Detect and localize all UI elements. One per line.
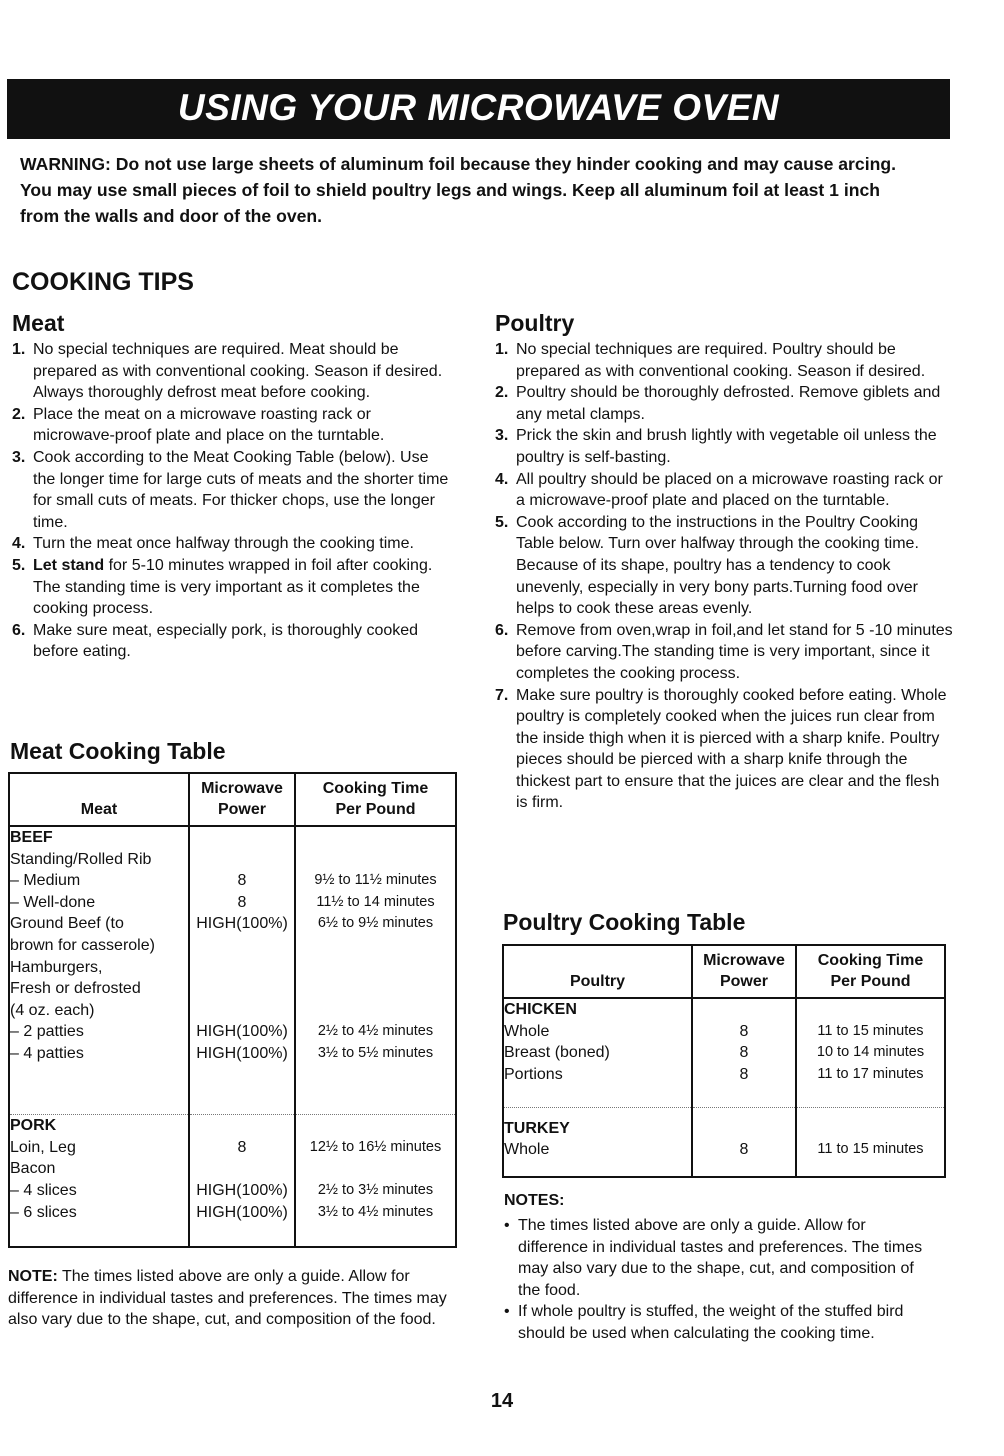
cell-time: 11½ to 14 minutes [316,893,435,910]
cell-item: – Well-done [10,893,96,911]
page-number: 14 [490,1390,514,1412]
cell-item: Bacon [10,1160,56,1178]
cell-time [296,1000,455,1022]
meat-tip-2 [12,404,452,447]
poultry-heading: Poultry [495,310,575,336]
note-item-text: If whole poultry is stuffed, the weight of the stuffed bird should be used when calculating the cooking time. [518,1303,904,1342]
cell-power: 8 [739,1065,749,1083]
tip-number: 3. [495,427,509,445]
poultry-tip-2 [495,382,955,425]
table-header-row [503,945,945,998]
tip-text [33,406,384,445]
cell-time [296,849,455,871]
poultry-tip-1 [495,339,955,382]
cell-power: HIGH(100%) [196,1044,288,1062]
poultry-cooking-table [502,944,946,1178]
tip-text [33,341,442,401]
bullet-icon: • [504,1303,510,1321]
note-item-text: The times listed above are only a guide. Allow for difference in individual tastes and preferences. The times may also vary due to the shape, cut, and composition of the food. [518,1217,923,1299]
cell-time: 3½ to 5½ minutes [317,1044,434,1061]
cell-item: – 4 patties [10,1044,84,1062]
tip-text [516,384,940,423]
cell-power [190,935,294,957]
cell-power [190,1158,294,1180]
tip-text [516,341,925,380]
cell-time: 6½ to 9½ minutes [317,915,434,932]
meat-tip-5 [12,555,452,620]
tip-text [33,622,418,661]
poultry-tip-7 [495,685,955,815]
cell-power: 8 [739,1044,749,1062]
bullet-icon: • [504,1217,510,1234]
meat-tip-3 [12,447,452,533]
cell-time: 10 to 14 minutes [816,1044,925,1061]
tip-text [33,449,448,531]
tip-number: 1. [495,341,509,358]
turkey-group [503,1107,945,1177]
cell-item: – Medium [10,872,81,890]
tip-text [33,535,414,552]
tip-number: 2. [495,384,509,402]
poultry-tip-5 [495,512,955,620]
table-header-row [9,773,456,826]
note-item [504,1215,929,1301]
tip-text [516,427,937,466]
meat-table-title: Meat Cooking Table [10,738,226,764]
meat-tip-4 [12,533,452,555]
cell-item: Whole [504,1022,550,1040]
cell-time: 3½ to 4½ minutes [317,1203,434,1220]
tip-text [516,514,919,617]
cell-power [190,1000,294,1022]
cell-item: – 6 slices [10,1203,77,1221]
chicken-group [503,998,945,1107]
pork-group [9,1115,456,1247]
poultry-tip-4 [495,469,955,512]
cell-time [296,978,455,1000]
meat-tips-list [12,339,452,663]
tip-number: 4. [12,535,26,553]
tip-body: Cook according to the instructions in the Poultry Cooking Table below. Turn over halfway through the cooking time. Because of its shape, poultry has a tendency to cook unevenly, especially in very bony parts.Turning food over helps to cook these areas evenly. [516,513,919,618]
tip-number: 3. [12,448,26,466]
tip-body: for 5-10 minutes wrapped in foil after cooking. The standing time is very important as it completes the cooking process. [33,556,433,618]
tip-text [33,557,432,617]
cooking-tips-heading: COOKING TIPS [12,268,194,296]
poultry-table-title: Poultry Cooking Table [503,909,746,935]
tip-number: 6. [12,621,26,639]
poultry-tip-6 [495,620,955,685]
cell-time [296,1158,455,1180]
warning-text: WARNING: Do not use large sheets of aluminum foil because they hinder cooking and may cause arcing. You may use small pieces of foil to shield poultry legs and wings. Keep all aluminum foil at least 1 inch from the walls and door of the oven. [20,154,896,226]
cell-item: – 4 slices [10,1182,77,1200]
group-title-beef: BEEF [10,829,53,846]
tip-text [516,622,953,682]
col-header-power: Microwave Power [189,773,295,826]
cell-power: HIGH(100%) [196,1182,288,1200]
cell-item: Hamburgers, [10,958,103,976]
tip-body: Prick the skin and brush lightly with vegetable oil unless the poultry is self-basting. [516,427,937,466]
cell-time: 9½ to 11½ minutes [314,872,437,889]
tip-text [516,471,943,510]
notes-list [504,1215,929,1345]
tip-number: 2. [12,405,26,423]
cell-power [190,957,294,979]
cell-power [190,849,294,871]
tip-number: 5. [495,513,509,531]
col-header-poultry: Poultry [503,945,692,998]
cell-power: 8 [739,1022,749,1040]
tip-body: Make sure poultry is thoroughly cooked before eating. Whole poultry is completely cooked when the juices run clear from the inside thigh when it is pierced with a sharp knife. Poultry pieces should be pierced with a sharp knife through the thickest part to ensure that the juices are clear and the flesh is firm. [516,686,947,812]
cell-item: – 2 patties [10,1023,84,1041]
tip-body: Poultry should be thoroughly defrosted. Remove giblets and any metal clamps. [516,384,941,423]
note-label: NOTE: [8,1268,58,1285]
cell-power: 8 [237,893,247,911]
tip-body: Remove from oven,wrap in foil,and let stand for 5 -10 minutes before carving.The standing time is very important, since it completes the cooking process. [516,621,953,682]
cell-time: 12½ to 16½ minutes [309,1138,442,1155]
cell-item: Whole [504,1141,550,1159]
meat-heading: Meat [12,310,65,336]
poultry-tips-list [495,339,955,814]
tip-emphasis: Let stand [33,556,105,574]
group-title-turkey: TURKEY [504,1119,570,1137]
cell-power: 8 [237,872,247,890]
cell-item: Ground Beef (to [10,915,124,933]
group-title-chicken: CHICKEN [504,1001,577,1018]
cell-power: 8 [237,1138,247,1156]
tip-number: 4. [495,470,509,488]
cell-power: HIGH(100%) [196,1023,288,1041]
cell-power: HIGH(100%) [196,915,288,933]
cell-time: 2½ to 4½ minutes [317,1023,434,1040]
tip-number: 5. [12,556,26,574]
cell-item: Breast (boned) [504,1044,610,1062]
meat-tip-1 [12,339,452,404]
col-header-time: Cooking Time Per Pound [796,945,945,998]
cell-item: (4 oz. each) [10,1001,95,1019]
tip-body: No special techniques are required. Poultry should be prepared as with conventional cooking. Season if desired. [516,341,926,380]
cell-time [296,957,455,979]
tip-body: No special techniques are required. Meat should be prepared as with conventional cooking. Season if desired. Always thoroughly defrost meat before cooking. [33,341,443,402]
note-body: The times listed above are only a guide. Allow for difference in individual tastes and preferences. The times may also vary due to the shape, cut, and composition of the food. [8,1268,447,1329]
poultry-tip-3 [495,425,955,468]
cell-time: 11 to 17 minutes [817,1065,924,1082]
tip-body: All poultry should be placed on a microwave roasting rack or a microwave-proof plate and placed on the turntable. [516,470,943,510]
cell-time: 11 to 15 minutes [817,1141,924,1158]
cell-item: Standing/Rolled Rib [10,850,152,868]
col-header-power: Microwave Power [692,945,796,998]
cell-time: 2½ to 3½ minutes [317,1182,434,1199]
notes-heading: NOTES: [504,1192,565,1209]
cell-item: brown for casserole) [10,936,155,954]
tip-body: Turn the meat once halfway through the cooking time. [33,535,414,553]
tip-number: 7. [495,686,509,704]
col-header-meat: Meat [9,773,189,826]
meat-cooking-table [8,772,457,1248]
tip-body: Cook according to the Meat Cooking Table (below). Use the longer time for large cuts of meats and the shorter time for small cuts of meats. For thicker chops, use the longer time. [33,448,449,531]
tip-body: Make sure meat, especially pork, is thoroughly cooked before eating. [33,621,419,661]
col-header-time: Cooking Time Per Pound [295,773,456,826]
tip-number: 1. [12,341,26,358]
meat-tip-6 [12,620,452,663]
cell-time [296,935,455,957]
cell-time: 11 to 15 minutes [817,1022,924,1039]
page-title: USING YOUR MICROWAVE OVEN [177,87,780,128]
cell-power: HIGH(100%) [196,1203,288,1221]
cell-power: 8 [739,1141,749,1159]
tip-body: Place the meat on a microwave roasting rack or microwave-proof plate and place on the turntable. [33,405,385,445]
cell-item: Loin, Leg [10,1138,76,1156]
cell-power [190,978,294,1000]
tip-number: 6. [495,621,509,639]
cell-item: Portions [504,1065,563,1083]
cell-item: Fresh or defrosted [10,980,141,998]
title-banner [7,79,950,139]
tip-text [516,687,946,812]
group-title-pork: PORK [10,1117,57,1135]
note-item [504,1301,929,1344]
beef-group [9,826,456,1115]
meat-note [8,1266,448,1331]
